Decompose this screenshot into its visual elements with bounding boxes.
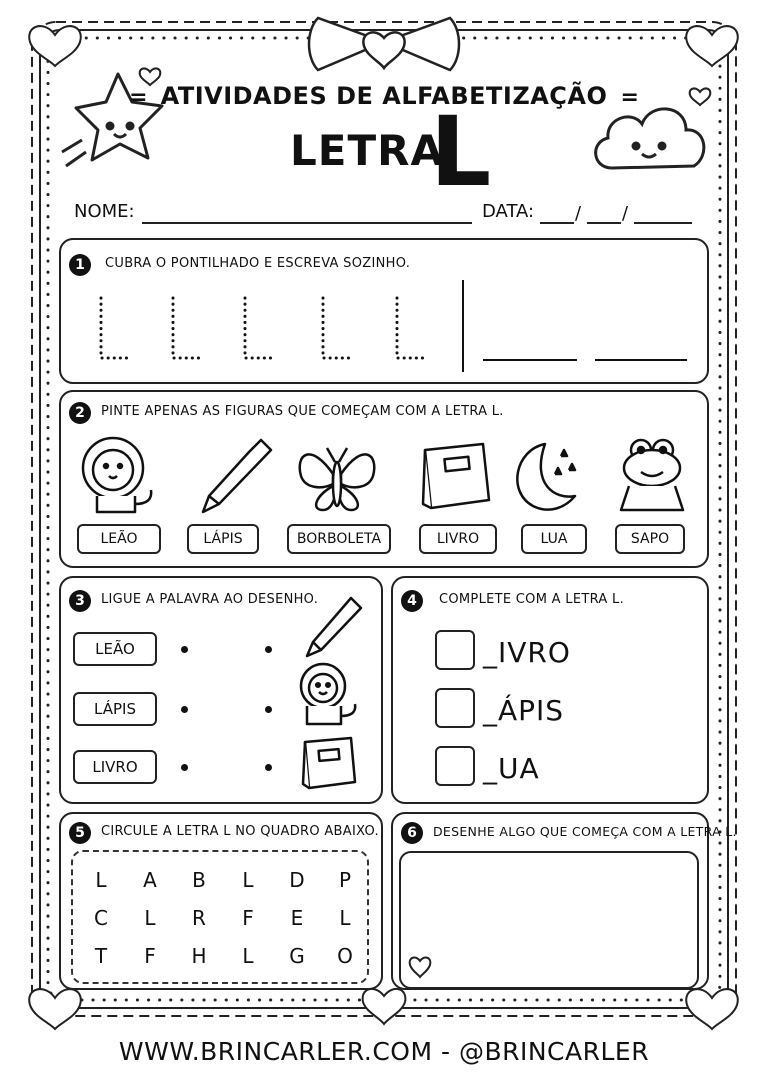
date-slash: / bbox=[622, 203, 629, 224]
word-label-lua[interactable]: LUA bbox=[521, 524, 587, 554]
page-subtitle: LETRA bbox=[290, 126, 444, 175]
cloud-mascot-icon bbox=[596, 109, 704, 168]
title-row bbox=[0, 82, 768, 110]
grid-letter[interactable]: L bbox=[95, 868, 107, 892]
match-word-lapis[interactable]: LÁPIS bbox=[73, 692, 157, 726]
featured-letter: L bbox=[430, 96, 492, 208]
lion-icon bbox=[83, 438, 151, 512]
activity-2-box bbox=[59, 390, 709, 568]
book-icon bbox=[303, 738, 355, 788]
activity-1-box bbox=[59, 238, 709, 384]
fill-word: _UA bbox=[483, 752, 540, 785]
grid-letter[interactable]: B bbox=[192, 868, 206, 892]
lion-icon bbox=[301, 664, 355, 724]
activity-number: 2 bbox=[69, 402, 91, 424]
word-label-leao[interactable]: LEÃO bbox=[77, 524, 161, 554]
grid-letter[interactable]: F bbox=[242, 906, 254, 930]
activity-number: 1 bbox=[69, 254, 91, 276]
activity-instruction: DESENHE ALGO QUE COMEÇA COM A LETRA L. bbox=[433, 824, 737, 839]
grid-letter[interactable]: G bbox=[289, 944, 305, 968]
letter-box[interactable] bbox=[435, 630, 475, 670]
pencil-icon bbox=[203, 440, 271, 512]
title-dash-right: = bbox=[620, 85, 639, 110]
letter-box[interactable] bbox=[435, 746, 475, 786]
book-icon bbox=[423, 444, 489, 508]
word-label-lapis[interactable]: LÁPIS bbox=[187, 524, 259, 554]
grid-letter[interactable]: H bbox=[191, 944, 207, 968]
moon-icon bbox=[517, 444, 575, 510]
grid-letter[interactable]: O bbox=[337, 944, 353, 968]
word-label-borboleta[interactable]: BORBOLETA bbox=[287, 524, 391, 554]
match-word-leao[interactable]: LEÃO bbox=[73, 632, 157, 666]
grid-letter[interactable]: P bbox=[338, 868, 352, 892]
name-label: NOME: bbox=[74, 201, 135, 222]
date-day-field[interactable] bbox=[540, 222, 574, 224]
date-slash: / bbox=[575, 203, 582, 224]
drawing-area[interactable] bbox=[399, 851, 699, 989]
butterfly-icon bbox=[300, 448, 375, 510]
activity-number: 4 bbox=[401, 590, 423, 612]
grid-letter[interactable]: A bbox=[143, 868, 157, 892]
name-field[interactable] bbox=[142, 222, 472, 224]
word-label-livro[interactable]: LIVRO bbox=[419, 524, 497, 554]
grid-letter[interactable]: F bbox=[144, 944, 156, 968]
page-title: ATIVIDADES DE ALFABETIZAÇÃO bbox=[160, 82, 608, 110]
date-year-field[interactable] bbox=[634, 222, 692, 224]
grid-letter[interactable]: D bbox=[289, 868, 305, 892]
activity-instruction: LIGUE A PALAVRA AO DESENHO. bbox=[101, 592, 319, 607]
letter-box[interactable] bbox=[435, 688, 475, 728]
activity-number: 3 bbox=[69, 590, 91, 612]
activity-4-box bbox=[391, 576, 709, 804]
date-month-field[interactable] bbox=[587, 222, 621, 224]
fill-word: _ÁPIS bbox=[483, 694, 565, 727]
activity-3-pictures bbox=[61, 578, 381, 802]
pencil-icon bbox=[307, 598, 361, 656]
activity-3-box bbox=[59, 576, 383, 804]
activity-instruction: COMPLETE COM A LETRA L. bbox=[439, 592, 624, 607]
grid-letter[interactable]: L bbox=[242, 868, 254, 892]
heart-icon bbox=[406, 954, 434, 980]
word-label-sapo[interactable]: SAPO bbox=[615, 524, 685, 554]
grid-letter[interactable]: L bbox=[144, 906, 156, 930]
activity-instruction: PINTE APENAS AS FIGURAS QUE COMEÇAM COM A LETRA L. bbox=[101, 404, 504, 419]
grid-letter[interactable]: E bbox=[290, 906, 304, 930]
footer-credit: WWW.BRINCARLER.COM - @BRINCARLER bbox=[118, 1037, 650, 1066]
match-word-livro[interactable]: LIVRO bbox=[73, 750, 157, 784]
activity-number: 5 bbox=[69, 822, 91, 844]
grid-letter[interactable]: C bbox=[94, 906, 108, 930]
dotted-letters[interactable] bbox=[61, 240, 707, 382]
fill-word: _IVRO bbox=[483, 636, 571, 669]
grid-letter[interactable]: L bbox=[242, 944, 254, 968]
grid-letter[interactable]: L bbox=[339, 906, 351, 930]
activity-number: 6 bbox=[401, 822, 423, 844]
activity-instruction: CIRCULE A LETRA L NO QUADRO ABAIXO. bbox=[101, 824, 379, 839]
grid-letter[interactable]: R bbox=[192, 906, 206, 930]
bow-icon bbox=[309, 18, 459, 70]
title-dash-left: = bbox=[129, 85, 148, 110]
date-label: DATA: bbox=[482, 201, 535, 222]
activity-instruction: CUBRA O PONTILHADO E ESCREVA SOZINHO. bbox=[105, 256, 411, 271]
grid-letter[interactable]: T bbox=[94, 944, 108, 968]
frog-icon bbox=[621, 440, 683, 510]
